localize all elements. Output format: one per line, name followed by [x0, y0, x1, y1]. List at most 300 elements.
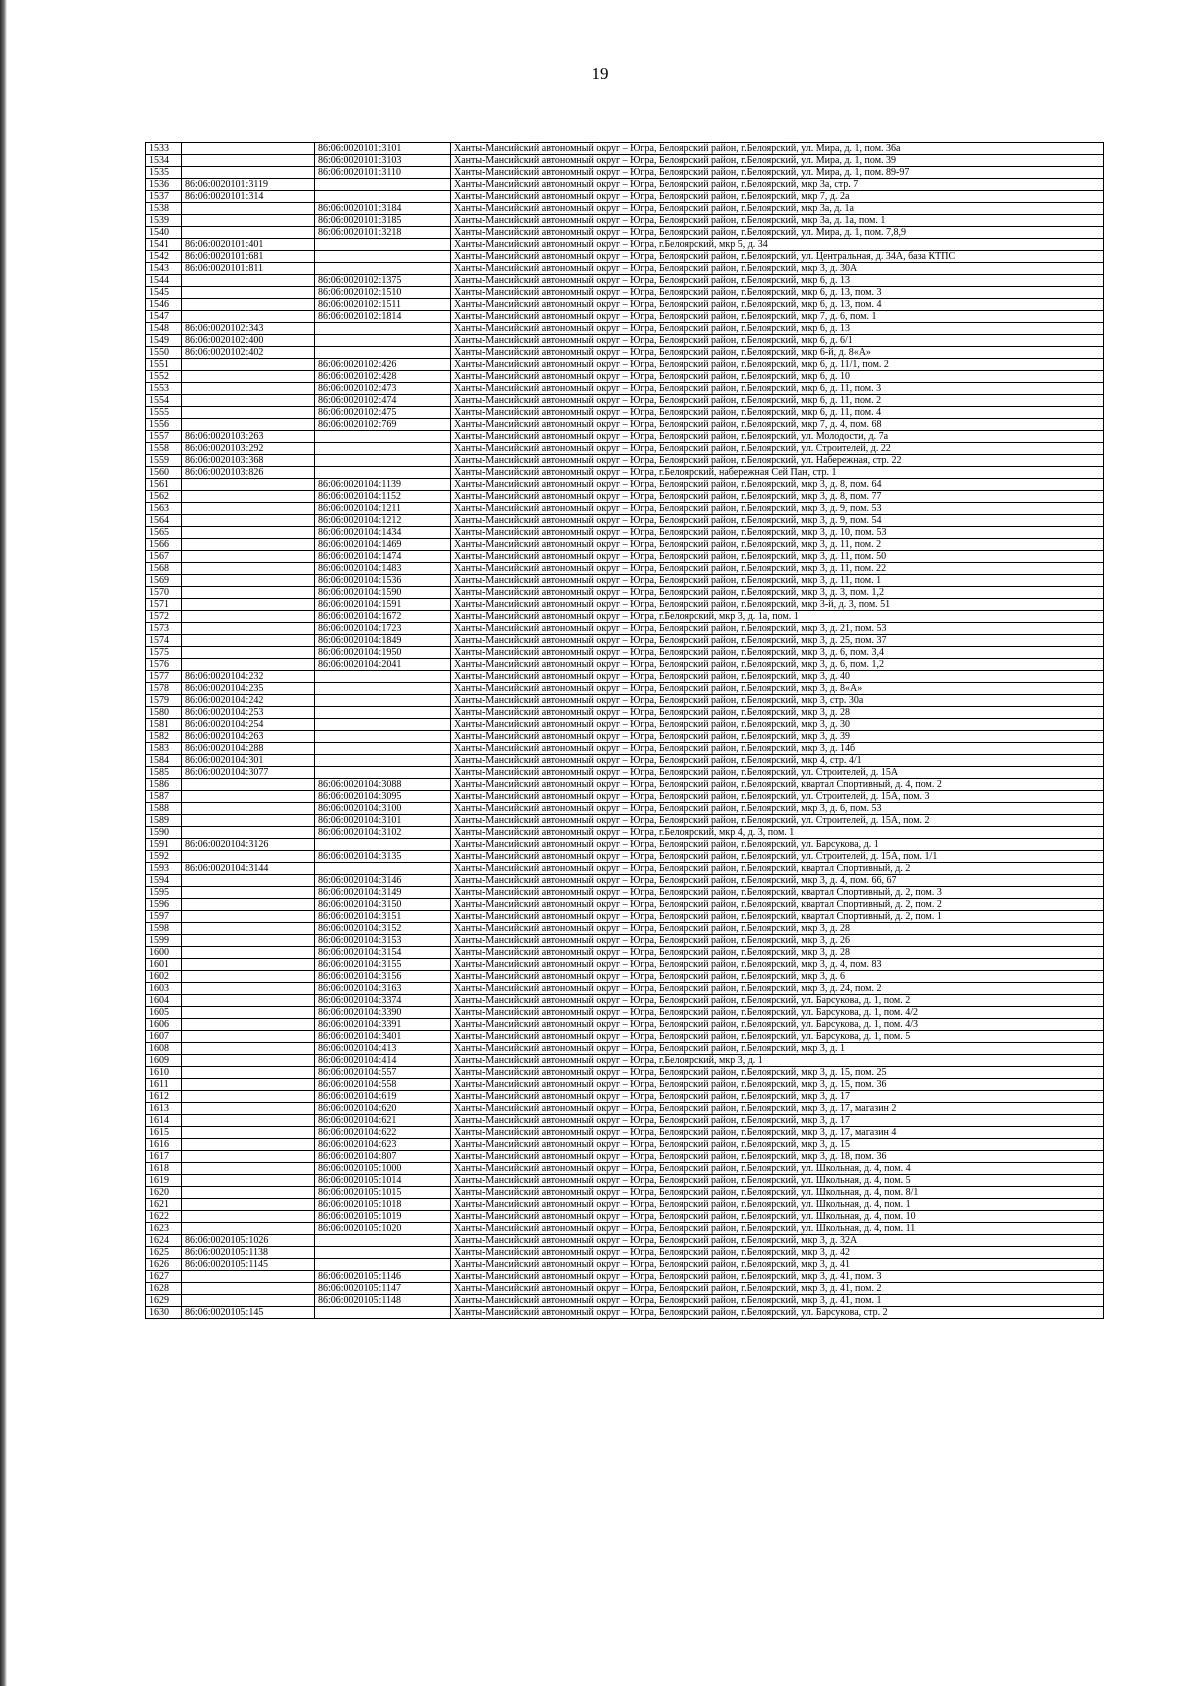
row-number-cell: 1552 [146, 371, 182, 383]
address-cell: Ханты-Мансийский автономный округ – Югра, Белоярский район, г.Белоярский, мкр 3, д. 39 [451, 731, 1104, 743]
table-row [146, 755, 1104, 767]
land-cadastral-number-cell: 86:06:0020104:253 [182, 707, 315, 719]
address-cell: Ханты-Мансийский автономный округ – Югра, Белоярский район, г.Белоярский, мкр 3, стр. 30а [451, 695, 1104, 707]
premises-cadastral-number-cell: 86:06:0020104:3374 [315, 995, 451, 1007]
table-row [146, 1271, 1104, 1283]
address-cell: Ханты-Мансийский автономный округ – Югра, Белоярский район, г.Белоярский, мкр 3, д. 8, пом. 64 [451, 479, 1104, 491]
table-row [146, 1115, 1104, 1127]
table-row [146, 263, 1104, 275]
land-cadastral-number-cell [182, 479, 315, 491]
table-row [146, 671, 1104, 683]
row-number-cell: 1591 [146, 839, 182, 851]
address-cell: Ханты-Мансийский автономный округ – Югра, Белоярский район, г.Белоярский, ул. Мира, д. 1, пом. 36а [451, 143, 1104, 155]
row-number-cell: 1569 [146, 575, 182, 587]
land-cadastral-number-cell: 86:06:0020101:681 [182, 251, 315, 263]
table-row [146, 899, 1104, 911]
land-cadastral-number-cell [182, 779, 315, 791]
row-number-cell: 1543 [146, 263, 182, 275]
table-row [146, 827, 1104, 839]
row-number-cell: 1542 [146, 251, 182, 263]
row-number-cell: 1546 [146, 299, 182, 311]
address-cell: Ханты-Мансийский автономный округ – Югра, Белоярский район, г.Белоярский, ул. Барсукова, стр. 2 [451, 1307, 1104, 1319]
row-number-cell: 1605 [146, 1007, 182, 1019]
address-cell: Ханты-Мансийский автономный округ – Югра, Белоярский район, г.Белоярский, квартал Спортивный, д. 2 [451, 863, 1104, 875]
table-row [146, 731, 1104, 743]
premises-cadastral-number-cell: 86:06:0020104:623 [315, 1139, 451, 1151]
premises-cadastral-number-cell: 86:06:0020104:1591 [315, 599, 451, 611]
row-number-cell: 1593 [146, 863, 182, 875]
address-cell: Ханты-Мансийский автономный округ – Югра, Белоярский район, г.Белоярский, мкр 6, д. 11/1, пом. 2 [451, 359, 1104, 371]
address-cell: Ханты-Мансийский автономный округ – Югра, г.Белоярский, мкр 3, д. 1 [451, 1055, 1104, 1067]
table-row [146, 275, 1104, 287]
land-cadastral-number-cell [182, 1091, 315, 1103]
premises-cadastral-number-cell: 86:06:0020104:622 [315, 1127, 451, 1139]
land-cadastral-number-cell [182, 851, 315, 863]
address-cell: Ханты-Мансийский автономный округ – Югра, Белоярский район, г.Белоярский, ул. Строителей, д. 15А, пом. 3 [451, 791, 1104, 803]
table-row [146, 515, 1104, 527]
premises-cadastral-number-cell: 86:06:0020104:557 [315, 1067, 451, 1079]
row-number-cell: 1616 [146, 1139, 182, 1151]
premises-cadastral-number-cell [315, 455, 451, 467]
premises-cadastral-number-cell [315, 683, 451, 695]
table-row [146, 323, 1104, 335]
address-cell: Ханты-Мансийский автономный округ – Югра, Белоярский район, г.Белоярский, мкр 3, д. 11, пом. 2 [451, 539, 1104, 551]
table-row [146, 995, 1104, 1007]
table-row [146, 887, 1104, 899]
table-row [146, 1187, 1104, 1199]
table-row [146, 623, 1104, 635]
premises-cadastral-number-cell: 86:06:0020104:1849 [315, 635, 451, 647]
address-cell: Ханты-Мансийский автономный округ – Югра, Белоярский район, г.Белоярский, мкр 3, д. 18, пом. 36 [451, 1151, 1104, 1163]
address-cell: Ханты-Мансийский автономный округ – Югра, Белоярский район, г.Белоярский, мкр 6, д. 13 [451, 275, 1104, 287]
address-cell: Ханты-Мансийский автономный округ – Югра, Белоярский район, г.Белоярский, мкр 3, д. 6 [451, 971, 1104, 983]
table-row [146, 743, 1104, 755]
table-row [146, 383, 1104, 395]
table-row [146, 1247, 1104, 1259]
land-cadastral-number-cell: 86:06:0020104:3144 [182, 863, 315, 875]
row-number-cell: 1629 [146, 1295, 182, 1307]
premises-cadastral-number-cell: 86:06:0020104:1434 [315, 527, 451, 539]
address-cell: Ханты-Мансийский автономный округ – Югра, Белоярский район, г.Белоярский, мкр 3, д. 10, пом. 53 [451, 527, 1104, 539]
premises-cadastral-number-cell: 86:06:0020101:3101 [315, 143, 451, 155]
land-cadastral-number-cell: 86:06:0020105:1138 [182, 1247, 315, 1259]
address-cell: Ханты-Мансийский автономный округ – Югра, Белоярский район, г.Белоярский, мкр 3, д. 17 [451, 1091, 1104, 1103]
land-cadastral-number-cell: 86:06:0020104:254 [182, 719, 315, 731]
land-cadastral-number-cell [182, 275, 315, 287]
address-cell: Ханты-Мансийский автономный округ – Югра, Белоярский район, г.Белоярский, мкр 3, д. 14б [451, 743, 1104, 755]
table-row [146, 911, 1104, 923]
table-row [146, 947, 1104, 959]
address-cell: Ханты-Мансийский автономный округ – Югра, Белоярский район, г.Белоярский, ул. Барсукова, д. 1, пом. 4/3 [451, 1019, 1104, 1031]
premises-cadastral-number-cell: 86:06:0020104:1483 [315, 563, 451, 575]
premises-cadastral-number-cell: 86:06:0020101:3218 [315, 227, 451, 239]
row-number-cell: 1570 [146, 587, 182, 599]
premises-cadastral-number-cell: 86:06:0020102:1511 [315, 299, 451, 311]
land-cadastral-number-cell [182, 1055, 315, 1067]
premises-cadastral-number-cell [315, 323, 451, 335]
land-cadastral-number-cell [182, 215, 315, 227]
row-number-cell: 1604 [146, 995, 182, 1007]
address-cell: Ханты-Мансийский автономный округ – Югра, Белоярский район, г.Белоярский, мкр 6, д. 13 [451, 323, 1104, 335]
table-row [146, 539, 1104, 551]
address-cell: Ханты-Мансийский автономный округ – Югра, Белоярский район, г.Белоярский, мкр 7, д. 4, пом. 68 [451, 419, 1104, 431]
premises-cadastral-number-cell: 86:06:0020104:619 [315, 1091, 451, 1103]
address-cell: Ханты-Мансийский автономный округ – Югра, Белоярский район, г.Белоярский, квартал Спортивный, д. 2, пом. 1 [451, 911, 1104, 923]
address-cell: Ханты-Мансийский автономный округ – Югра, Белоярский район, г.Белоярский, мкр 3а, д. 1а, пом. 1 [451, 215, 1104, 227]
row-number-cell: 1577 [146, 671, 182, 683]
table-row [146, 335, 1104, 347]
address-cell: Ханты-Мансийский автономный округ – Югра, Белоярский район, г.Белоярский, мкр 4, стр. 4/1 [451, 755, 1104, 767]
land-cadastral-number-cell [182, 155, 315, 167]
address-cell: Ханты-Мансийский автономный округ – Югра, Белоярский район, г.Белоярский, ул. Молодости, д. 7а [451, 431, 1104, 443]
premises-cadastral-number-cell: 86:06:0020104:1139 [315, 479, 451, 491]
premises-cadastral-number-cell: 86:06:0020104:3401 [315, 1031, 451, 1043]
table-row [146, 191, 1104, 203]
address-cell: Ханты-Мансийский автономный округ – Югра, Белоярский район, г.Белоярский, мкр 3, д. 28 [451, 947, 1104, 959]
row-number-cell: 1578 [146, 683, 182, 695]
premises-cadastral-number-cell: 86:06:0020105:1018 [315, 1199, 451, 1211]
address-cell: Ханты-Мансийский автономный округ – Югра, Белоярский район, г.Белоярский, мкр 6, д. 11, пом. 3 [451, 383, 1104, 395]
address-cell: Ханты-Мансийский автономный округ – Югра, Белоярский район, г.Белоярский, мкр 3, д. 32А [451, 1235, 1104, 1247]
premises-cadastral-number-cell: 86:06:0020104:620 [315, 1103, 451, 1115]
premises-cadastral-number-cell: 86:06:0020102:769 [315, 419, 451, 431]
row-number-cell: 1615 [146, 1127, 182, 1139]
table-row [146, 359, 1104, 371]
premises-cadastral-number-cell: 86:06:0020105:1147 [315, 1283, 451, 1295]
row-number-cell: 1572 [146, 611, 182, 623]
table-row [146, 167, 1104, 179]
row-number-cell: 1617 [146, 1151, 182, 1163]
land-cadastral-number-cell [182, 875, 315, 887]
table-row [146, 1139, 1104, 1151]
premises-cadastral-number-cell [315, 239, 451, 251]
address-cell: Ханты-Мансийский автономный округ – Югра, г.Белоярский, мкр 4, д. 3, пом. 1 [451, 827, 1104, 839]
premises-cadastral-number-cell [315, 767, 451, 779]
table-row [146, 287, 1104, 299]
address-cell: Ханты-Мансийский автономный округ – Югра, Белоярский район, г.Белоярский, мкр 3а, д. 1а [451, 203, 1104, 215]
land-cadastral-number-cell [182, 1115, 315, 1127]
address-cell: Ханты-Мансийский автономный округ – Югра, Белоярский район, г.Белоярский, мкр 3, д. 1 [451, 1043, 1104, 1055]
land-cadastral-number-cell [182, 935, 315, 947]
table-row [146, 395, 1104, 407]
row-number-cell: 1626 [146, 1259, 182, 1271]
table-row [146, 407, 1104, 419]
premises-cadastral-number-cell: 86:06:0020104:3102 [315, 827, 451, 839]
table-row [146, 1127, 1104, 1139]
premises-cadastral-number-cell: 86:06:0020102:426 [315, 359, 451, 371]
address-cell: Ханты-Мансийский автономный округ – Югра, Белоярский район, г.Белоярский, мкр 3, д. 15, пом. 36 [451, 1079, 1104, 1091]
row-number-cell: 1618 [146, 1163, 182, 1175]
table-row [146, 1043, 1104, 1055]
table-row [146, 1067, 1104, 1079]
row-number-cell: 1534 [146, 155, 182, 167]
premises-cadastral-number-cell [315, 251, 451, 263]
land-cadastral-number-cell [182, 503, 315, 515]
table-row [146, 959, 1104, 971]
row-number-cell: 1585 [146, 767, 182, 779]
premises-cadastral-number-cell: 86:06:0020104:1211 [315, 503, 451, 515]
premises-cadastral-number-cell: 86:06:0020105:1148 [315, 1295, 451, 1307]
row-number-cell: 1547 [146, 311, 182, 323]
premises-cadastral-number-cell: 86:06:0020104:3149 [315, 887, 451, 899]
address-cell: Ханты-Мансийский автономный округ – Югра, Белоярский район, г.Белоярский, мкр 3, д. 15 [451, 1139, 1104, 1151]
premises-cadastral-number-cell: 86:06:0020105:1014 [315, 1175, 451, 1187]
row-number-cell: 1566 [146, 539, 182, 551]
premises-cadastral-number-cell: 86:06:0020104:3088 [315, 779, 451, 791]
address-cell: Ханты-Мансийский автономный округ – Югра, Белоярский район, г.Белоярский, мкр 3, д. 30 [451, 719, 1104, 731]
row-number-cell: 1608 [146, 1043, 182, 1055]
land-cadastral-number-cell: 86:06:0020101:314 [182, 191, 315, 203]
table-row [146, 983, 1104, 995]
land-cadastral-number-cell [182, 1151, 315, 1163]
address-cell: Ханты-Мансийский автономный округ – Югра, Белоярский район, г.Белоярский, мкр 3-й, д. 3, пом. 51 [451, 599, 1104, 611]
row-number-cell: 1588 [146, 803, 182, 815]
table-row [146, 527, 1104, 539]
land-cadastral-number-cell [182, 1067, 315, 1079]
table-row [146, 575, 1104, 587]
address-cell: Ханты-Мансийский автономный округ – Югра, Белоярский район, г.Белоярский, мкр 6, д. 10 [451, 371, 1104, 383]
land-cadastral-number-cell [182, 395, 315, 407]
row-number-cell: 1600 [146, 947, 182, 959]
land-cadastral-number-cell [182, 1163, 315, 1175]
address-cell: Ханты-Мансийский автономный округ – Югра, Белоярский район, г.Белоярский, квартал Спортивный, д. 2, пом. 2 [451, 899, 1104, 911]
scan-edge [0, 0, 7, 1686]
address-cell: Ханты-Мансийский автономный округ – Югра, Белоярский район, г.Белоярский, ул. Школьная, д. 4, пом. 4 [451, 1163, 1104, 1175]
table-row [146, 1235, 1104, 1247]
table-row [146, 371, 1104, 383]
premises-cadastral-number-cell: 86:06:0020104:1212 [315, 515, 451, 527]
premises-cadastral-number-cell: 86:06:0020104:3154 [315, 947, 451, 959]
table-row [146, 239, 1104, 251]
premises-cadastral-number-cell: 86:06:0020105:1000 [315, 1163, 451, 1175]
land-cadastral-number-cell [182, 419, 315, 431]
table-row [146, 1163, 1104, 1175]
premises-cadastral-number-cell: 86:06:0020104:1469 [315, 539, 451, 551]
premises-cadastral-number-cell [315, 263, 451, 275]
table-row [146, 863, 1104, 875]
row-number-cell: 1558 [146, 443, 182, 455]
land-cadastral-number-cell [182, 1139, 315, 1151]
land-cadastral-number-cell: 86:06:0020102:402 [182, 347, 315, 359]
land-cadastral-number-cell: 86:06:0020105:145 [182, 1307, 315, 1319]
premises-cadastral-number-cell: 86:06:0020104:3390 [315, 1007, 451, 1019]
table-row [146, 1223, 1104, 1235]
table-row [146, 875, 1104, 887]
land-cadastral-number-cell: 86:06:0020104:3126 [182, 839, 315, 851]
address-cell: Ханты-Мансийский автономный округ – Югра, Белоярский район, г.Белоярский, ул. Школьная, д. 4, пом. 5 [451, 1175, 1104, 1187]
land-cadastral-number-cell: 86:06:0020104:232 [182, 671, 315, 683]
table-row [146, 1019, 1104, 1031]
land-cadastral-number-cell: 86:06:0020101:811 [182, 263, 315, 275]
land-cadastral-number-cell [182, 635, 315, 647]
land-cadastral-number-cell: 86:06:0020104:301 [182, 755, 315, 767]
table-row [146, 479, 1104, 491]
land-cadastral-number-cell: 86:06:0020101:401 [182, 239, 315, 251]
land-cadastral-number-cell [182, 299, 315, 311]
address-cell: Ханты-Мансийский автономный округ – Югра, Белоярский район, г.Белоярский, мкр 3, д. 4, пом. 66, 67 [451, 875, 1104, 887]
premises-cadastral-number-cell [315, 191, 451, 203]
land-cadastral-number-cell: 86:06:0020105:1145 [182, 1259, 315, 1271]
premises-cadastral-number-cell [315, 347, 451, 359]
table-row [146, 443, 1104, 455]
table-row [146, 1295, 1104, 1307]
premises-cadastral-number-cell: 86:06:0020104:414 [315, 1055, 451, 1067]
premises-cadastral-number-cell [315, 431, 451, 443]
row-number-cell: 1550 [146, 347, 182, 359]
premises-cadastral-number-cell [315, 839, 451, 851]
land-cadastral-number-cell [182, 1127, 315, 1139]
address-cell: Ханты-Мансийский автономный округ – Югра, Белоярский район, г.Белоярский, мкр 3, д. 28 [451, 707, 1104, 719]
address-cell: Ханты-Мансийский автономный округ – Югра, Белоярский район, г.Белоярский, мкр 3, д. 11, пом. 22 [451, 563, 1104, 575]
row-number-cell: 1579 [146, 695, 182, 707]
row-number-cell: 1603 [146, 983, 182, 995]
page-number: 19 [591, 64, 609, 83]
address-cell: Ханты-Мансийский автономный округ – Югра, Белоярский район, г.Белоярский, мкр 7, д. 6, пом. 1 [451, 311, 1104, 323]
table-row [146, 467, 1104, 479]
table-row [146, 851, 1104, 863]
premises-cadastral-number-cell: 86:06:0020102:1510 [315, 287, 451, 299]
address-cell: Ханты-Мансийский автономный округ – Югра, Белоярский район, г.Белоярский, мкр 7, д. 2а [451, 191, 1104, 203]
table-row [146, 347, 1104, 359]
table-row [146, 1259, 1104, 1271]
land-cadastral-number-cell: 86:06:0020101:3119 [182, 179, 315, 191]
row-number-cell: 1622 [146, 1211, 182, 1223]
land-cadastral-number-cell [182, 995, 315, 1007]
address-cell: Ханты-Мансийский автономный округ – Югра, Белоярский район, г.Белоярский, ул. Набережная, стр. 22 [451, 455, 1104, 467]
land-cadastral-number-cell [182, 383, 315, 395]
row-number-cell: 1612 [146, 1091, 182, 1103]
address-cell: Ханты-Мансийский автономный округ – Югра, Белоярский район, г.Белоярский, мкр 3, д. 9, пом. 53 [451, 503, 1104, 515]
table-row [146, 491, 1104, 503]
premises-cadastral-number-cell: 86:06:0020104:621 [315, 1115, 451, 1127]
address-cell: Ханты-Мансийский автономный округ – Югра, Белоярский район, г.Белоярский, мкр 3, д. 24, пом. 2 [451, 983, 1104, 995]
address-cell: Ханты-Мансийский автономный округ – Югра, Белоярский район, г.Белоярский, ул. Барсукова, д. 1 [451, 839, 1104, 851]
address-cell: Ханты-Мансийский автономный округ – Югра, Белоярский район, г.Белоярский, мкр 3, д. 9, пом. 54 [451, 515, 1104, 527]
table-row [146, 1211, 1104, 1223]
premises-cadastral-number-cell: 86:06:0020104:3100 [315, 803, 451, 815]
premises-cadastral-number-cell [315, 863, 451, 875]
row-number-cell: 1596 [146, 899, 182, 911]
table-row [146, 311, 1104, 323]
row-number-cell: 1573 [146, 623, 182, 635]
land-cadastral-number-cell [182, 659, 315, 671]
address-cell: Ханты-Мансийский автономный округ – Югра, Белоярский район, г.Белоярский, мкр 3, д. 6, пом. 3,4 [451, 647, 1104, 659]
address-cell: Ханты-Мансийский автономный округ – Югра, Белоярский район, г.Белоярский, мкр 3, д. 8, пом. 77 [451, 491, 1104, 503]
row-number-cell: 1628 [146, 1283, 182, 1295]
land-cadastral-number-cell [182, 1187, 315, 1199]
premises-cadastral-number-cell [315, 179, 451, 191]
table-row [146, 791, 1104, 803]
land-cadastral-number-cell [182, 599, 315, 611]
table-row [146, 455, 1104, 467]
land-cadastral-number-cell: 86:06:0020102:400 [182, 335, 315, 347]
row-number-cell: 1537 [146, 191, 182, 203]
address-cell: Ханты-Мансийский автономный округ – Югра, Белоярский район, г.Белоярский, ул. Школьная, д. 4, пом. 1 [451, 1199, 1104, 1211]
address-cell: Ханты-Мансийский автономный округ – Югра, Белоярский район, г.Белоярский, мкр 6, д. 6/1 [451, 335, 1104, 347]
land-cadastral-number-cell: 86:06:0020104:288 [182, 743, 315, 755]
row-number-cell: 1581 [146, 719, 182, 731]
address-cell: Ханты-Мансийский автономный округ – Югра, Белоярский район, г.Белоярский, мкр 3, д. 3, пом. 1,2 [451, 587, 1104, 599]
land-cadastral-number-cell: 86:06:0020105:1026 [182, 1235, 315, 1247]
table-row [146, 659, 1104, 671]
premises-cadastral-number-cell: 86:06:0020104:1590 [315, 587, 451, 599]
row-number-cell: 1592 [146, 851, 182, 863]
address-cell: Ханты-Мансийский автономный округ – Югра, Белоярский район, г.Белоярский, мкр 3, д. 30А [451, 263, 1104, 275]
table-row [146, 1091, 1104, 1103]
premises-cadastral-number-cell: 86:06:0020101:3185 [315, 215, 451, 227]
row-number-cell: 1620 [146, 1187, 182, 1199]
land-cadastral-number-cell [182, 143, 315, 155]
land-cadastral-number-cell [182, 1043, 315, 1055]
premises-cadastral-number-cell [315, 731, 451, 743]
land-cadastral-number-cell [182, 623, 315, 635]
address-cell: Ханты-Мансийский автономный округ – Югра, Белоярский район, г.Белоярский, мкр 3, д. 6, пом. 1,2 [451, 659, 1104, 671]
land-cadastral-number-cell [182, 287, 315, 299]
premises-cadastral-number-cell: 86:06:0020104:1672 [315, 611, 451, 623]
premises-cadastral-number-cell: 86:06:0020104:3156 [315, 971, 451, 983]
table-row [146, 647, 1104, 659]
land-cadastral-number-cell [182, 491, 315, 503]
row-number-cell: 1559 [146, 455, 182, 467]
row-number-cell: 1595 [146, 887, 182, 899]
row-number-cell: 1582 [146, 731, 182, 743]
address-cell: Ханты-Мансийский автономный округ – Югра, Белоярский район, г.Белоярский, мкр 3, д. 17, магазин 4 [451, 1127, 1104, 1139]
premises-cadastral-number-cell [315, 719, 451, 731]
address-cell: Ханты-Мансийский автономный округ – Югра, Белоярский район, г.Белоярский, мкр 3, д. 17, магазин 2 [451, 1103, 1104, 1115]
row-number-cell: 1560 [146, 467, 182, 479]
address-cell: Ханты-Мансийский автономный округ – Югра, Белоярский район, г.Белоярский, мкр 6, д. 13, пом. 4 [451, 299, 1104, 311]
table-row [146, 299, 1104, 311]
land-cadastral-number-cell [182, 575, 315, 587]
premises-cadastral-number-cell: 86:06:0020102:1814 [315, 311, 451, 323]
row-number-cell: 1533 [146, 143, 182, 155]
table-row [146, 251, 1104, 263]
land-cadastral-number-cell: 86:06:0020103:292 [182, 443, 315, 455]
premises-cadastral-number-cell [315, 1247, 451, 1259]
register-table [145, 142, 1104, 1319]
land-cadastral-number-cell [182, 1295, 315, 1307]
address-cell: Ханты-Мансийский автономный округ – Югра, Белоярский район, г.Белоярский, ул. Строителей, д. 15А [451, 767, 1104, 779]
premises-cadastral-number-cell [315, 335, 451, 347]
row-number-cell: 1548 [146, 323, 182, 335]
row-number-cell: 1625 [146, 1247, 182, 1259]
land-cadastral-number-cell [182, 515, 315, 527]
premises-cadastral-number-cell: 86:06:0020104:3391 [315, 1019, 451, 1031]
premises-cadastral-number-cell: 86:06:0020101:3103 [315, 155, 451, 167]
table-row [146, 563, 1104, 575]
land-cadastral-number-cell [182, 1199, 315, 1211]
table-row [146, 143, 1104, 155]
premises-cadastral-number-cell: 86:06:0020101:3110 [315, 167, 451, 179]
address-cell: Ханты-Мансийский автономный округ – Югра, Белоярский район, г.Белоярский, ул. Центральная, д. 34А, база КТПС [451, 251, 1104, 263]
table-row [146, 803, 1104, 815]
row-number-cell: 1563 [146, 503, 182, 515]
address-cell: Ханты-Мансийский автономный округ – Югра, Белоярский район, г.Белоярский, мкр 3, д. 28 [451, 923, 1104, 935]
row-number-cell: 1556 [146, 419, 182, 431]
table-row [146, 935, 1104, 947]
address-cell: Ханты-Мансийский автономный округ – Югра, г.Белоярский, мкр 5, д. 34 [451, 239, 1104, 251]
premises-cadastral-number-cell [315, 1235, 451, 1247]
address-cell: Ханты-Мансийский автономный округ – Югра, Белоярский район, г.Белоярский, мкр 3, д. 4, пом. 83 [451, 959, 1104, 971]
row-number-cell: 1564 [146, 515, 182, 527]
row-number-cell: 1599 [146, 935, 182, 947]
row-number-cell: 1567 [146, 551, 182, 563]
table-row [146, 431, 1104, 443]
address-cell: Ханты-Мансийский автономный округ – Югра, Белоярский район, г.Белоярский, мкр 3, д. 41, пом. 2 [451, 1283, 1104, 1295]
land-cadastral-number-cell [182, 983, 315, 995]
row-number-cell: 1540 [146, 227, 182, 239]
row-number-cell: 1584 [146, 755, 182, 767]
